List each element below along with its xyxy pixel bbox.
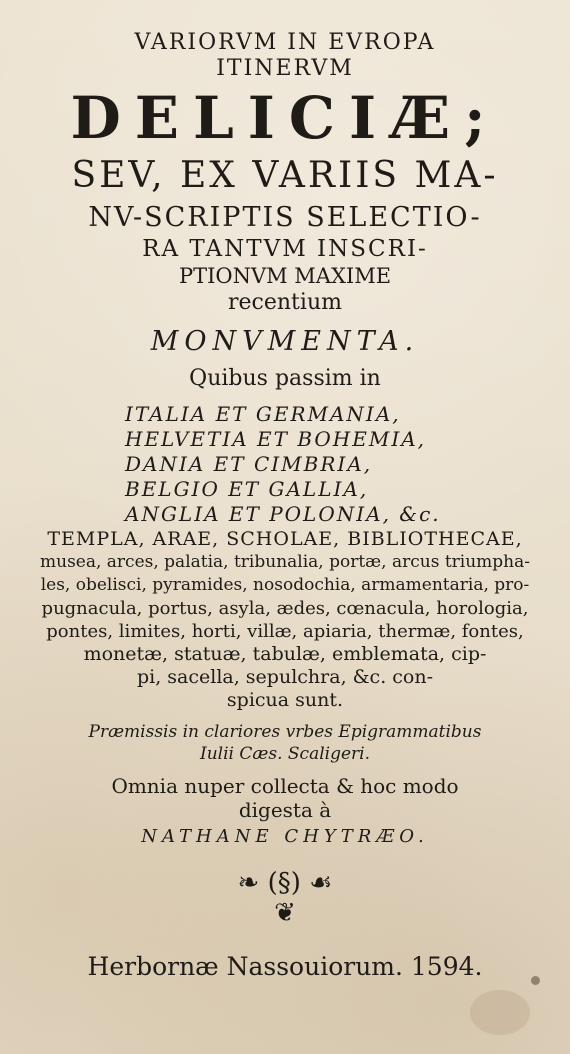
title-line-4: SEV, EX VARIIS MA- <box>71 155 499 196</box>
paragraph-line: pi, sacella, sepulchra, &c. con- <box>136 666 434 688</box>
title-line-8: recentium <box>228 290 342 315</box>
author-name: NATHANE CHYTRÆO. <box>141 826 429 847</box>
country-line: DANIA ET CIMBRIA, <box>125 452 373 476</box>
praemissis-line-2: Iulii Cæs. Scaligeri. <box>200 744 370 764</box>
countries-list <box>125 402 441 527</box>
ink-spot <box>531 976 540 985</box>
title-line-5: NV-SCRIPTIS SELECTIO- <box>88 202 482 233</box>
acorn-ornament-icon: ❦ <box>274 898 296 928</box>
paragraph-line: spicua sunt. <box>226 689 344 711</box>
paragraph-line: musea, arces, palatia, tribunalia, portæ, arcus triumpha- <box>40 552 530 572</box>
country-line: HELVETIA ET BOHEMIA, <box>125 427 427 451</box>
title-line-2: ITINERVM <box>216 56 354 81</box>
paragraph-line: pugnacula, portus, asyla, ædes, cœnacula, horologia, <box>41 598 529 619</box>
paragraph-line: les, obelisci, pyramides, nosodochia, armamentaria, pro- <box>40 575 530 595</box>
paragraph-line: monetæ, statuæ, tabulæ, emblemata, cip- <box>83 643 487 665</box>
imprint: Herbornæ Nassouiorum. 1594. <box>87 952 483 981</box>
fleuron-ornament-icon: ❧ (§) ☙ <box>237 868 333 898</box>
monumenta-heading: MONVMENTA. <box>150 326 420 357</box>
title-line-7: PTIONVM MAXIME <box>178 264 392 288</box>
omnia-line-2: digesta à <box>238 798 332 822</box>
contents-paragraph <box>18 528 552 712</box>
country-line: BELGIO ET GALLIA, <box>125 477 369 501</box>
country-line: ANGLIA ET POLONIA, &c. <box>125 502 441 526</box>
main-title: DELICIÆ; <box>70 84 500 152</box>
omnia-line-1: Omnia nuper collecta & hoc modo <box>111 774 459 798</box>
stain <box>470 990 530 1035</box>
country-line: ITALIA ET GERMANIA, <box>125 402 401 426</box>
title-line-1: VARIORVM IN EVROPA <box>134 30 436 55</box>
paragraph-line: TEMPLA, ARAE, SCHOLAE, BIBLIOTHECAE, <box>47 528 523 550</box>
title-line-10: Quibus passim in <box>189 366 381 391</box>
paragraph-line: pontes, limites, horti, villæ, apiaria, thermæ, fontes, <box>46 621 524 642</box>
praemissis-line-1: Præmissis in clariores vrbes Epigrammatibus <box>88 722 482 742</box>
title-line-6: RA TANTVM INSCRI- <box>142 236 428 262</box>
